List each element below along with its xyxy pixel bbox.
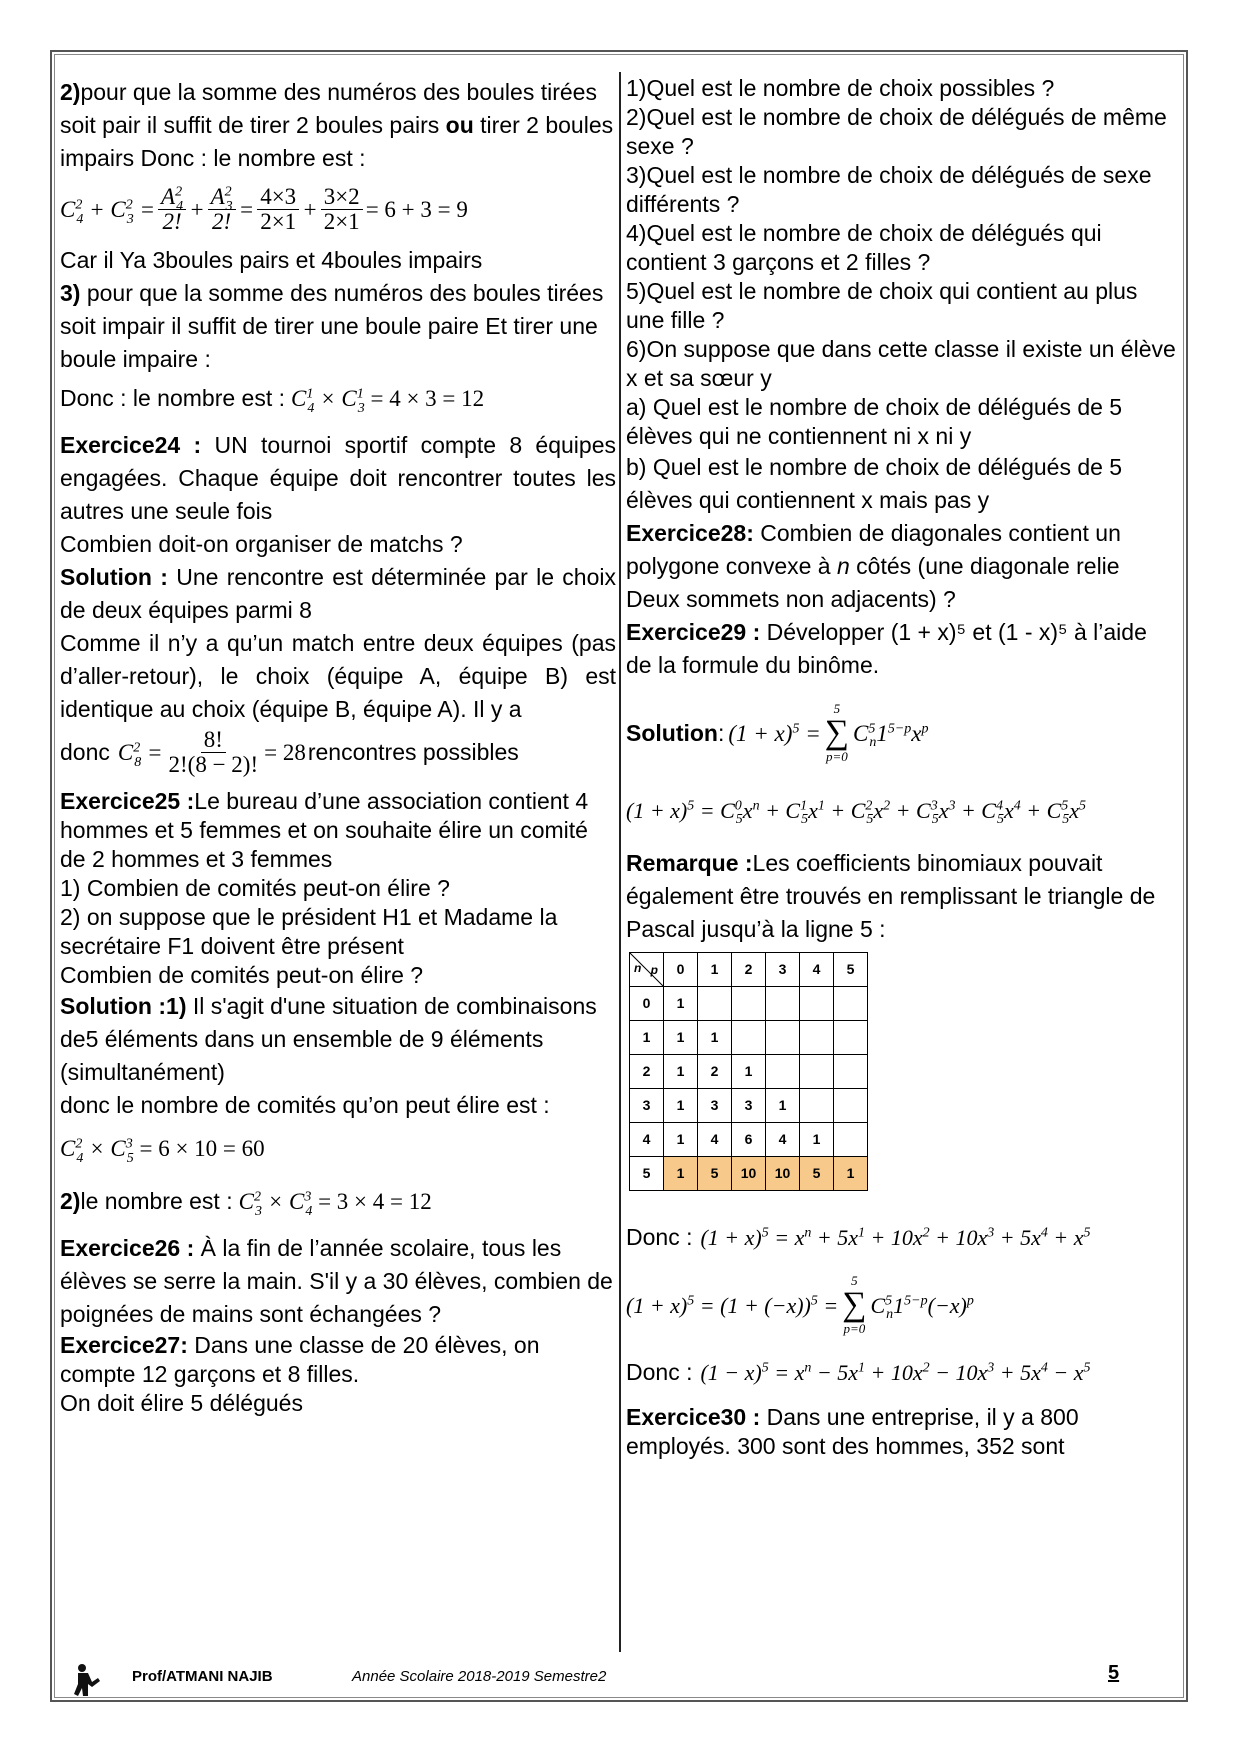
page-number: 5 <box>1108 1662 1120 1684</box>
question-3: 3)Quel est le nombre de choix de délégués de sexe différents ? <box>626 162 1152 217</box>
exercise-25-q2: 2) on suppose que le président H1 et Madame la secrétaire F1 doivent être présent <box>60 904 558 959</box>
exercise-27: Exercice27: Dans une classe de 20 élèves, on compte 12 garçons et 8 filles. <box>60 1332 540 1387</box>
solution-25-text: donc le nombre de comités qu’on peut élire est : <box>60 1092 550 1118</box>
pascal-row <box>630 1021 868 1055</box>
pascal-cell: 2 <box>698 1055 732 1089</box>
solution-24: Solution : Une rencontre est déterminée par le choix de deux équipes parmi 8 <box>60 564 616 623</box>
pascal-header-cell: 2 <box>732 953 766 987</box>
author-logo-icon <box>68 1662 104 1698</box>
pascal-row-label: 4 <box>630 1123 664 1157</box>
solution-25: Solution :1) Il s'agit d'une situation de combinaisons de5 éléments dans un ensemble de 9 éléments (simultanément) <box>60 993 597 1085</box>
paragraph-ex23-2: 2)pour que la somme des numéros des boules tirées soit pair il suffit de tirer 2 boules pairs ou tirer 2 boules impairs Donc : le nombre est : <box>60 79 614 171</box>
pascal-cell <box>834 1089 868 1123</box>
pascal-cell: 10 <box>732 1157 766 1191</box>
binomial-minus-formula: $(1 + x)^5 = (1 + (-x))^5$ = 5 ∑ p=0 $C^5_n1^{5-p}(-x)^p$ <box>626 1273 974 1336</box>
pascal-cell <box>800 987 834 1021</box>
pascal-cell <box>766 987 800 1021</box>
pascal-header-cell: 5 <box>834 953 868 987</box>
solution-24-text: Comme il n’y a qu’un match entre deux équipes (pas d’aller-retour), le choix (équipe A, équipe B) est identique au choix (équipe B, équipe A). Il y a <box>60 630 616 722</box>
pascal-header-cell: 0 <box>664 953 698 987</box>
donc-expansion-plus: Donc : $(1 + x)^5 = x^n + 5x^1 + 10x^2 + 10x^3 + 5x^4 + x^5$ <box>626 1224 1091 1250</box>
pascal-cell: 1 <box>664 987 698 1021</box>
pascal-cell <box>732 987 766 1021</box>
pascal-cell <box>800 1089 834 1123</box>
equation-c4-c3-prod: Donc : le nombre est : $C^1_4 \times C^1_3$ = 4 × 3 = 12 <box>60 385 485 416</box>
pascal-cell: 3 <box>732 1089 766 1123</box>
pascal-cell: 4 <box>766 1123 800 1157</box>
exercise-24: Exercice24 : UN tournoi sportif compte 8 équipes engagées. Chaque équipe doit rencontrer toutes les autres une seule fois <box>60 432 616 524</box>
pascal-cell: 1 <box>732 1055 766 1089</box>
pascal-cell <box>766 1021 800 1055</box>
pascal-cell: 10 <box>766 1157 800 1191</box>
pascal-cell <box>698 987 732 1021</box>
pascal-row-label: 5 <box>630 1157 664 1191</box>
pascal-header-row <box>630 953 868 987</box>
exercise-26: Exercice26 : À la fin de l’année scolaire, tous les élèves se serre la main. S'il y a 30 élèves, combien de poignées de mains sont échangées ? <box>60 1235 613 1327</box>
pascal-row <box>630 1157 868 1191</box>
pascal-cell <box>834 1123 868 1157</box>
pascal-row <box>630 1123 868 1157</box>
pascal-header-cell: 3 <box>766 953 800 987</box>
pascal-row <box>630 1055 868 1089</box>
pascal-header-cell: 1 <box>698 953 732 987</box>
pascal-cell: 1 <box>664 1055 698 1089</box>
exercise-25: Exercice25 :Le bureau d’une association contient 4 hommes et 5 femmes et on souhaite élire un comité de 2 hommes et 3 femmes <box>60 788 589 872</box>
binomial-expansion: $(1 + x)^5 = C^0_5x^n + C^1_5x^1 + C^2_5x^2 + C^3_5x^3 + C^4_5x^4 + C^5_5x^5$ <box>626 798 1087 828</box>
question-2: 2)Quel est le nombre de choix de délégués de même sexe ? <box>626 104 1167 159</box>
pascal-cell: 1 <box>664 1157 698 1191</box>
question-6b: b) Quel est le nombre de choix de délégués de 5 élèves qui contiennent x mais pas y <box>626 454 1123 513</box>
pascal-cell: 1 <box>766 1089 800 1123</box>
question-5: 5)Quel est le nombre de choix qui contient au plus une fille ? <box>626 278 1138 333</box>
pascal-cell <box>834 987 868 1021</box>
pascal-cell <box>834 1055 868 1089</box>
right-column <box>626 74 1178 1461</box>
exercise-29: Exercice29 : Développer (1 + x)⁵ et (1 - x)⁵ à l’aide de la formule du binôme. <box>626 619 1147 678</box>
pascal-cell: 1 <box>834 1157 868 1191</box>
question-4: 4)Quel est le nombre de choix de délégués qui contient 3 garçons et 2 filles ? <box>626 220 1102 275</box>
pascal-cell: 3 <box>698 1089 732 1123</box>
pascal-cell: 1 <box>698 1021 732 1055</box>
question-6a: a) Quel est le nombre de choix de délégués de 5 élèves qui ne contiennent ni x ni y <box>626 394 1123 449</box>
pascal-cell <box>834 1021 868 1055</box>
donc-expansion-minus: Donc : $(1 - x)^5 = x^n - 5x^1 + 10x^2 - 10x^3 + 5x^4 - x^5$ <box>626 1359 1091 1385</box>
solution-29-formula: Solution : $(1 + x)^5$ = 5 ∑ p=0 $C^5_n1^{5-p}x^p$ <box>626 701 929 764</box>
equation-c8: donc $C^2_8$ = $\frac{8!}{2!(8 - 2)!}$ = 28 rencontres possibles <box>60 727 519 777</box>
pascal-cell: 6 <box>732 1123 766 1157</box>
remarque: Remarque :Les coefficients binomiaux pouvait également être trouvés en remplissant le triangle de Pascal jusqu’à la ligne 5 : <box>626 850 1156 942</box>
pascal-cell: 1 <box>664 1089 698 1123</box>
question-1: 1)Quel est le nombre de choix possibles ? <box>626 75 1055 101</box>
school-year: Année Scolaire 2018-2019 Semestre2 <box>352 1668 607 1685</box>
pascal-cell <box>800 1021 834 1055</box>
equation-c3-c4: 2) le nombre est : $C^2_3 \times C^3_4$ = 3 × 4 = 12 <box>60 1188 432 1219</box>
pascal-row-label: 1 <box>630 1021 664 1055</box>
pascal-cell: 1 <box>664 1123 698 1157</box>
pascal-cell: 5 <box>698 1157 732 1191</box>
pascal-triangle-table <box>629 952 868 1191</box>
paragraph-ex23-3: 3) pour que la somme des numéros des boules tirées soit impair il suffit de tirer une boule paire Et tirer une boule impaire : <box>60 280 604 372</box>
page-footer <box>60 1658 1180 1698</box>
pascal-cell: 1 <box>800 1123 834 1157</box>
column-separator <box>619 72 621 1652</box>
pascal-cell <box>732 1021 766 1055</box>
pascal-cell <box>766 1055 800 1089</box>
pascal-row <box>630 987 868 1021</box>
pascal-row-label: 0 <box>630 987 664 1021</box>
exercise-25-q1: 1) Combien de comités peut-on élire ? <box>60 875 450 901</box>
equation-c4-c5: $C^2_4 \times C^3_5 = 6 \times 10 = 60$ <box>60 1136 265 1166</box>
pascal-row <box>630 1089 868 1123</box>
exercise-24-question: Combien doit-on organiser de matchs ? <box>60 531 463 557</box>
exercise-30: Exercice30 : Dans une entreprise, il y a 800 employés. 300 sont des hommes, 352 sont <box>626 1404 1079 1459</box>
author-name: Prof/ATMANI NAJIB <box>132 1668 273 1685</box>
left-column <box>60 76 616 1418</box>
question-6: 6)On suppose que dans cette classe il existe un élève x et sa sœur y <box>626 336 1176 391</box>
pascal-cell <box>800 1055 834 1089</box>
pascal-row-label: 3 <box>630 1089 664 1123</box>
pascal-header-cell: 4 <box>800 953 834 987</box>
pascal-row-label: 2 <box>630 1055 664 1089</box>
pascal-cell: 5 <box>800 1157 834 1191</box>
exercise-28: Exercice28: Combien de diagonales contient un polygone convexe à n côtés (une diagonale relie Deux sommets non adjacents) ? <box>626 520 1121 612</box>
equation-c4-c3: $C^2_4 + C^2_3$ = $\frac{A^2_4}{2!}$ + $\frac{A^2_3}{2!}$ = $\frac{4\times 3}{2\times 1}$ + $\frac{3\times 2}{2\times 1}$ = 6 + 3 = 9 <box>60 184 468 234</box>
pascal-corner-cell: p n <box>630 953 664 987</box>
exercise-25-q3: Combien de comités peut-on élire ? <box>60 962 424 988</box>
paragraph-boules: Car il Ya 3boules pairs et 4boules impairs <box>60 247 483 273</box>
pascal-cell: 1 <box>664 1021 698 1055</box>
pascal-cell: 4 <box>698 1123 732 1157</box>
exercise-27-text: On doit élire 5 délégués <box>60 1390 303 1416</box>
